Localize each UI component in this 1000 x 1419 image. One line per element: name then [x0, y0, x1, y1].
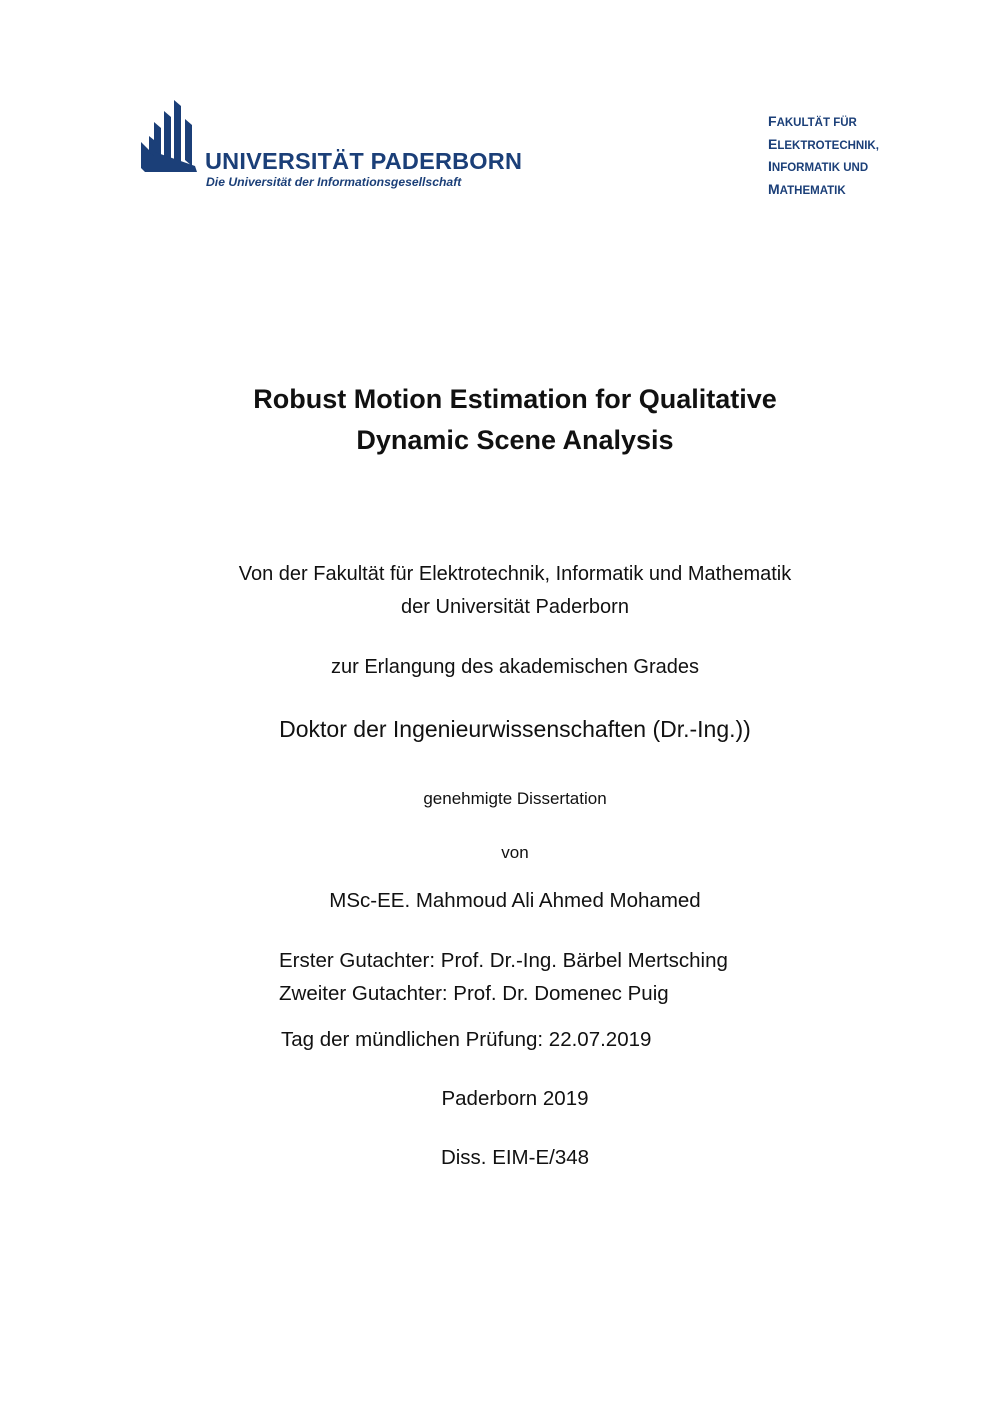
author-name: MSc-EE. Mahmoud Ali Ahmed Mohamed [329, 889, 701, 912]
faculty-statement-line-2: der Universität Paderborn [401, 596, 629, 618]
university-logo-icon [141, 100, 197, 174]
dissertation-type: genehmigte Dissertation [423, 789, 607, 808]
purpose-statement: zur Erlangung des akademischen Grades [331, 656, 699, 678]
by-label: von [501, 843, 529, 862]
university-name: UNIVERSITÄT PADERBORN [205, 148, 523, 174]
thesis-title-line-1: Robust Motion Estimation for Qualitative [253, 384, 777, 414]
oral-exam-date: Tag der mündlichen Prüfung: 22.07.2019 [281, 1028, 652, 1051]
university-tagline: Die Universität der Informationsgesellschaft [206, 175, 462, 189]
degree-name: Doktor der Ingenieurwissenschaften (Dr.-Ing.)) [279, 716, 751, 742]
faculty-statement-line-1: Von der Fakultät für Elektrotechnik, Informatik und Mathematik [238, 563, 792, 585]
faculty-line: ELEKTROTECHNIK, [768, 135, 879, 152]
second-examiner: Zweiter Gutachter: Prof. Dr. Domenec Puig [279, 982, 669, 1005]
place-and-year: Paderborn 2019 [441, 1087, 589, 1110]
faculty-name [768, 111, 879, 201]
thesis-title-line-2: Dynamic Scene Analysis [356, 425, 674, 455]
faculty-line: MATHEMATIK [768, 180, 846, 197]
thesis-title [0, 379, 1000, 461]
faculty-line: FAKULTÄT FÜR [768, 113, 857, 129]
dissertation-number: Diss. EIM-E/348 [440, 1146, 590, 1169]
faculty-line: INFORMATIK UND [768, 158, 869, 174]
first-examiner: Erster Gutachter: Prof. Dr.-Ing. Bärbel Mertsching [279, 949, 728, 972]
